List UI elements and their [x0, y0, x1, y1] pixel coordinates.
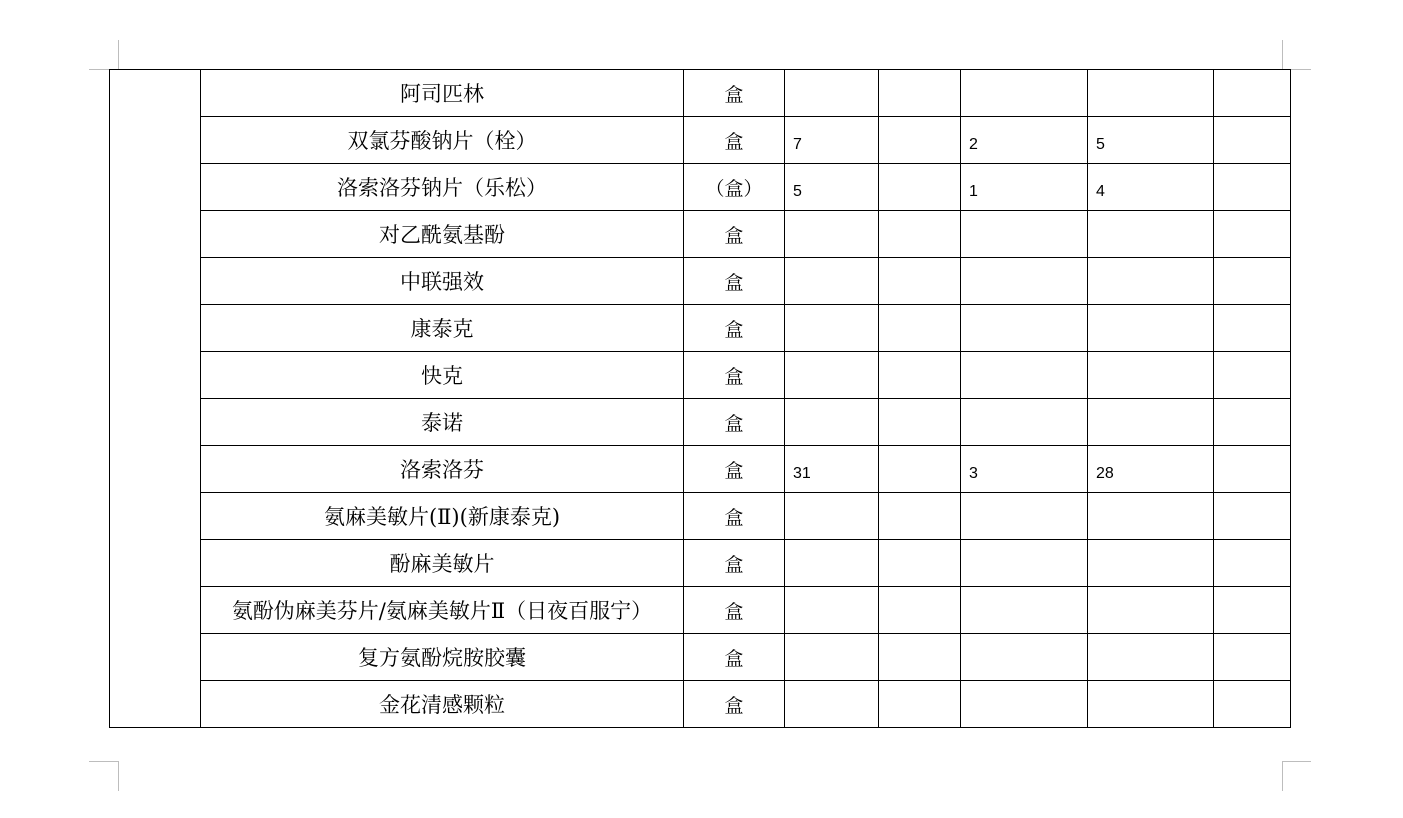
drug-name-cell: 洛索洛芬 [201, 446, 684, 493]
unit-cell: 盒 [684, 211, 785, 258]
value-cell-2 [879, 587, 961, 634]
drug-name-cell: 中联强效 [201, 258, 684, 305]
value-cell-4: 5 [1088, 117, 1214, 164]
unit-cell: 盒 [684, 70, 785, 117]
unit-cell: 盒 [684, 446, 785, 493]
value-cell-5 [1214, 399, 1291, 446]
value-cell-2 [879, 681, 961, 728]
medicine-table [109, 69, 1291, 728]
unit-cell: 盒 [684, 493, 785, 540]
value-cell-4 [1088, 540, 1214, 587]
table-row [110, 681, 1291, 728]
value-cell-3 [961, 352, 1088, 399]
value-cell-1 [785, 540, 879, 587]
value-cell-3 [961, 681, 1088, 728]
unit-cell: （盒） [684, 164, 785, 211]
drug-name-cell: 复方氨酚烷胺胶囊 [201, 634, 684, 681]
value-cell-3 [961, 305, 1088, 352]
value-cell-1: 5 [785, 164, 879, 211]
value-cell-2 [879, 164, 961, 211]
table-row [110, 352, 1291, 399]
value-cell-5 [1214, 352, 1291, 399]
value-cell-5 [1214, 258, 1291, 305]
value-cell-1 [785, 305, 879, 352]
value-cell-2 [879, 211, 961, 258]
value-cell-4 [1088, 399, 1214, 446]
value-cell-2 [879, 305, 961, 352]
drug-name-cell: 阿司匹林 [201, 70, 684, 117]
value-cell-5 [1214, 681, 1291, 728]
table-row [110, 70, 1291, 117]
value-cell-3 [961, 493, 1088, 540]
crop-mark-bottom-right-v [1282, 761, 1283, 791]
value-cell-5 [1214, 70, 1291, 117]
crop-mark-bottom-left-v [118, 761, 119, 791]
value-cell-4 [1088, 681, 1214, 728]
value-cell-5 [1214, 211, 1291, 258]
value-cell-1: 31 [785, 446, 879, 493]
table-row [110, 493, 1291, 540]
value-cell-4 [1088, 587, 1214, 634]
value-cell-4 [1088, 258, 1214, 305]
unit-cell: 盒 [684, 540, 785, 587]
value-cell-5 [1214, 587, 1291, 634]
table-row [110, 634, 1291, 681]
table-row [110, 446, 1291, 493]
value-cell-4: 28 [1088, 446, 1214, 493]
table-row [110, 117, 1291, 164]
crop-mark-bottom-left-h [89, 761, 118, 762]
crop-mark-top-right-v [1282, 40, 1283, 69]
value-cell-1 [785, 587, 879, 634]
unit-cell: 盒 [684, 681, 785, 728]
unit-cell: 盒 [684, 587, 785, 634]
value-cell-3 [961, 211, 1088, 258]
drug-name-cell: 洛索洛芬钠片（乐松） [201, 164, 684, 211]
value-cell-5 [1214, 540, 1291, 587]
value-cell-2 [879, 540, 961, 587]
value-cell-2 [879, 258, 961, 305]
value-cell-4 [1088, 211, 1214, 258]
drug-name-cell: 快克 [201, 352, 684, 399]
value-cell-4 [1088, 352, 1214, 399]
drug-name-cell: 氨麻美敏片(Ⅱ)(新康泰克) [201, 493, 684, 540]
value-cell-4 [1088, 70, 1214, 117]
drug-name-cell: 泰诺 [201, 399, 684, 446]
unit-cell: 盒 [684, 634, 785, 681]
value-cell-2 [879, 117, 961, 164]
value-cell-1 [785, 399, 879, 446]
drug-name-cell: 氨酚伪麻美芬片/氨麻美敏片Ⅱ（日夜百服宁） [201, 587, 684, 634]
value-cell-4: 4 [1088, 164, 1214, 211]
value-cell-1 [785, 258, 879, 305]
value-cell-3: 1 [961, 164, 1088, 211]
unit-cell: 盒 [684, 399, 785, 446]
crop-mark-bottom-right-h [1283, 761, 1311, 762]
table-row [110, 399, 1291, 446]
value-cell-1 [785, 211, 879, 258]
value-cell-2 [879, 446, 961, 493]
table-body [110, 70, 1291, 728]
table-row [110, 305, 1291, 352]
drug-name-cell: 金花清感颗粒 [201, 681, 684, 728]
value-cell-1 [785, 493, 879, 540]
value-cell-3 [961, 258, 1088, 305]
value-cell-3: 3 [961, 446, 1088, 493]
value-cell-3 [961, 70, 1088, 117]
drug-name-cell: 康泰克 [201, 305, 684, 352]
value-cell-5 [1214, 493, 1291, 540]
drug-name-cell: 酚麻美敏片 [201, 540, 684, 587]
value-cell-2 [879, 634, 961, 681]
value-cell-5 [1214, 117, 1291, 164]
unit-cell: 盒 [684, 117, 785, 164]
value-cell-5 [1214, 446, 1291, 493]
table-row [110, 258, 1291, 305]
drug-name-cell: 对乙酰氨基酚 [201, 211, 684, 258]
crop-mark-top-left-v [118, 40, 119, 69]
unit-cell: 盒 [684, 305, 785, 352]
value-cell-4 [1088, 305, 1214, 352]
value-cell-3: 2 [961, 117, 1088, 164]
merged-blank-cell [110, 70, 201, 728]
value-cell-1 [785, 634, 879, 681]
value-cell-3 [961, 634, 1088, 681]
value-cell-5 [1214, 305, 1291, 352]
value-cell-1 [785, 70, 879, 117]
unit-cell: 盒 [684, 258, 785, 305]
drug-name-cell: 双氯芬酸钠片（栓） [201, 117, 684, 164]
table-row [110, 164, 1291, 211]
value-cell-1: 7 [785, 117, 879, 164]
value-cell-2 [879, 70, 961, 117]
unit-cell: 盒 [684, 352, 785, 399]
value-cell-5 [1214, 634, 1291, 681]
value-cell-4 [1088, 493, 1214, 540]
value-cell-1 [785, 352, 879, 399]
value-cell-2 [879, 493, 961, 540]
table-row [110, 540, 1291, 587]
value-cell-2 [879, 352, 961, 399]
value-cell-4 [1088, 634, 1214, 681]
value-cell-3 [961, 399, 1088, 446]
value-cell-2 [879, 399, 961, 446]
table-row [110, 211, 1291, 258]
table-row [110, 587, 1291, 634]
value-cell-5 [1214, 164, 1291, 211]
value-cell-1 [785, 681, 879, 728]
value-cell-3 [961, 540, 1088, 587]
value-cell-3 [961, 587, 1088, 634]
